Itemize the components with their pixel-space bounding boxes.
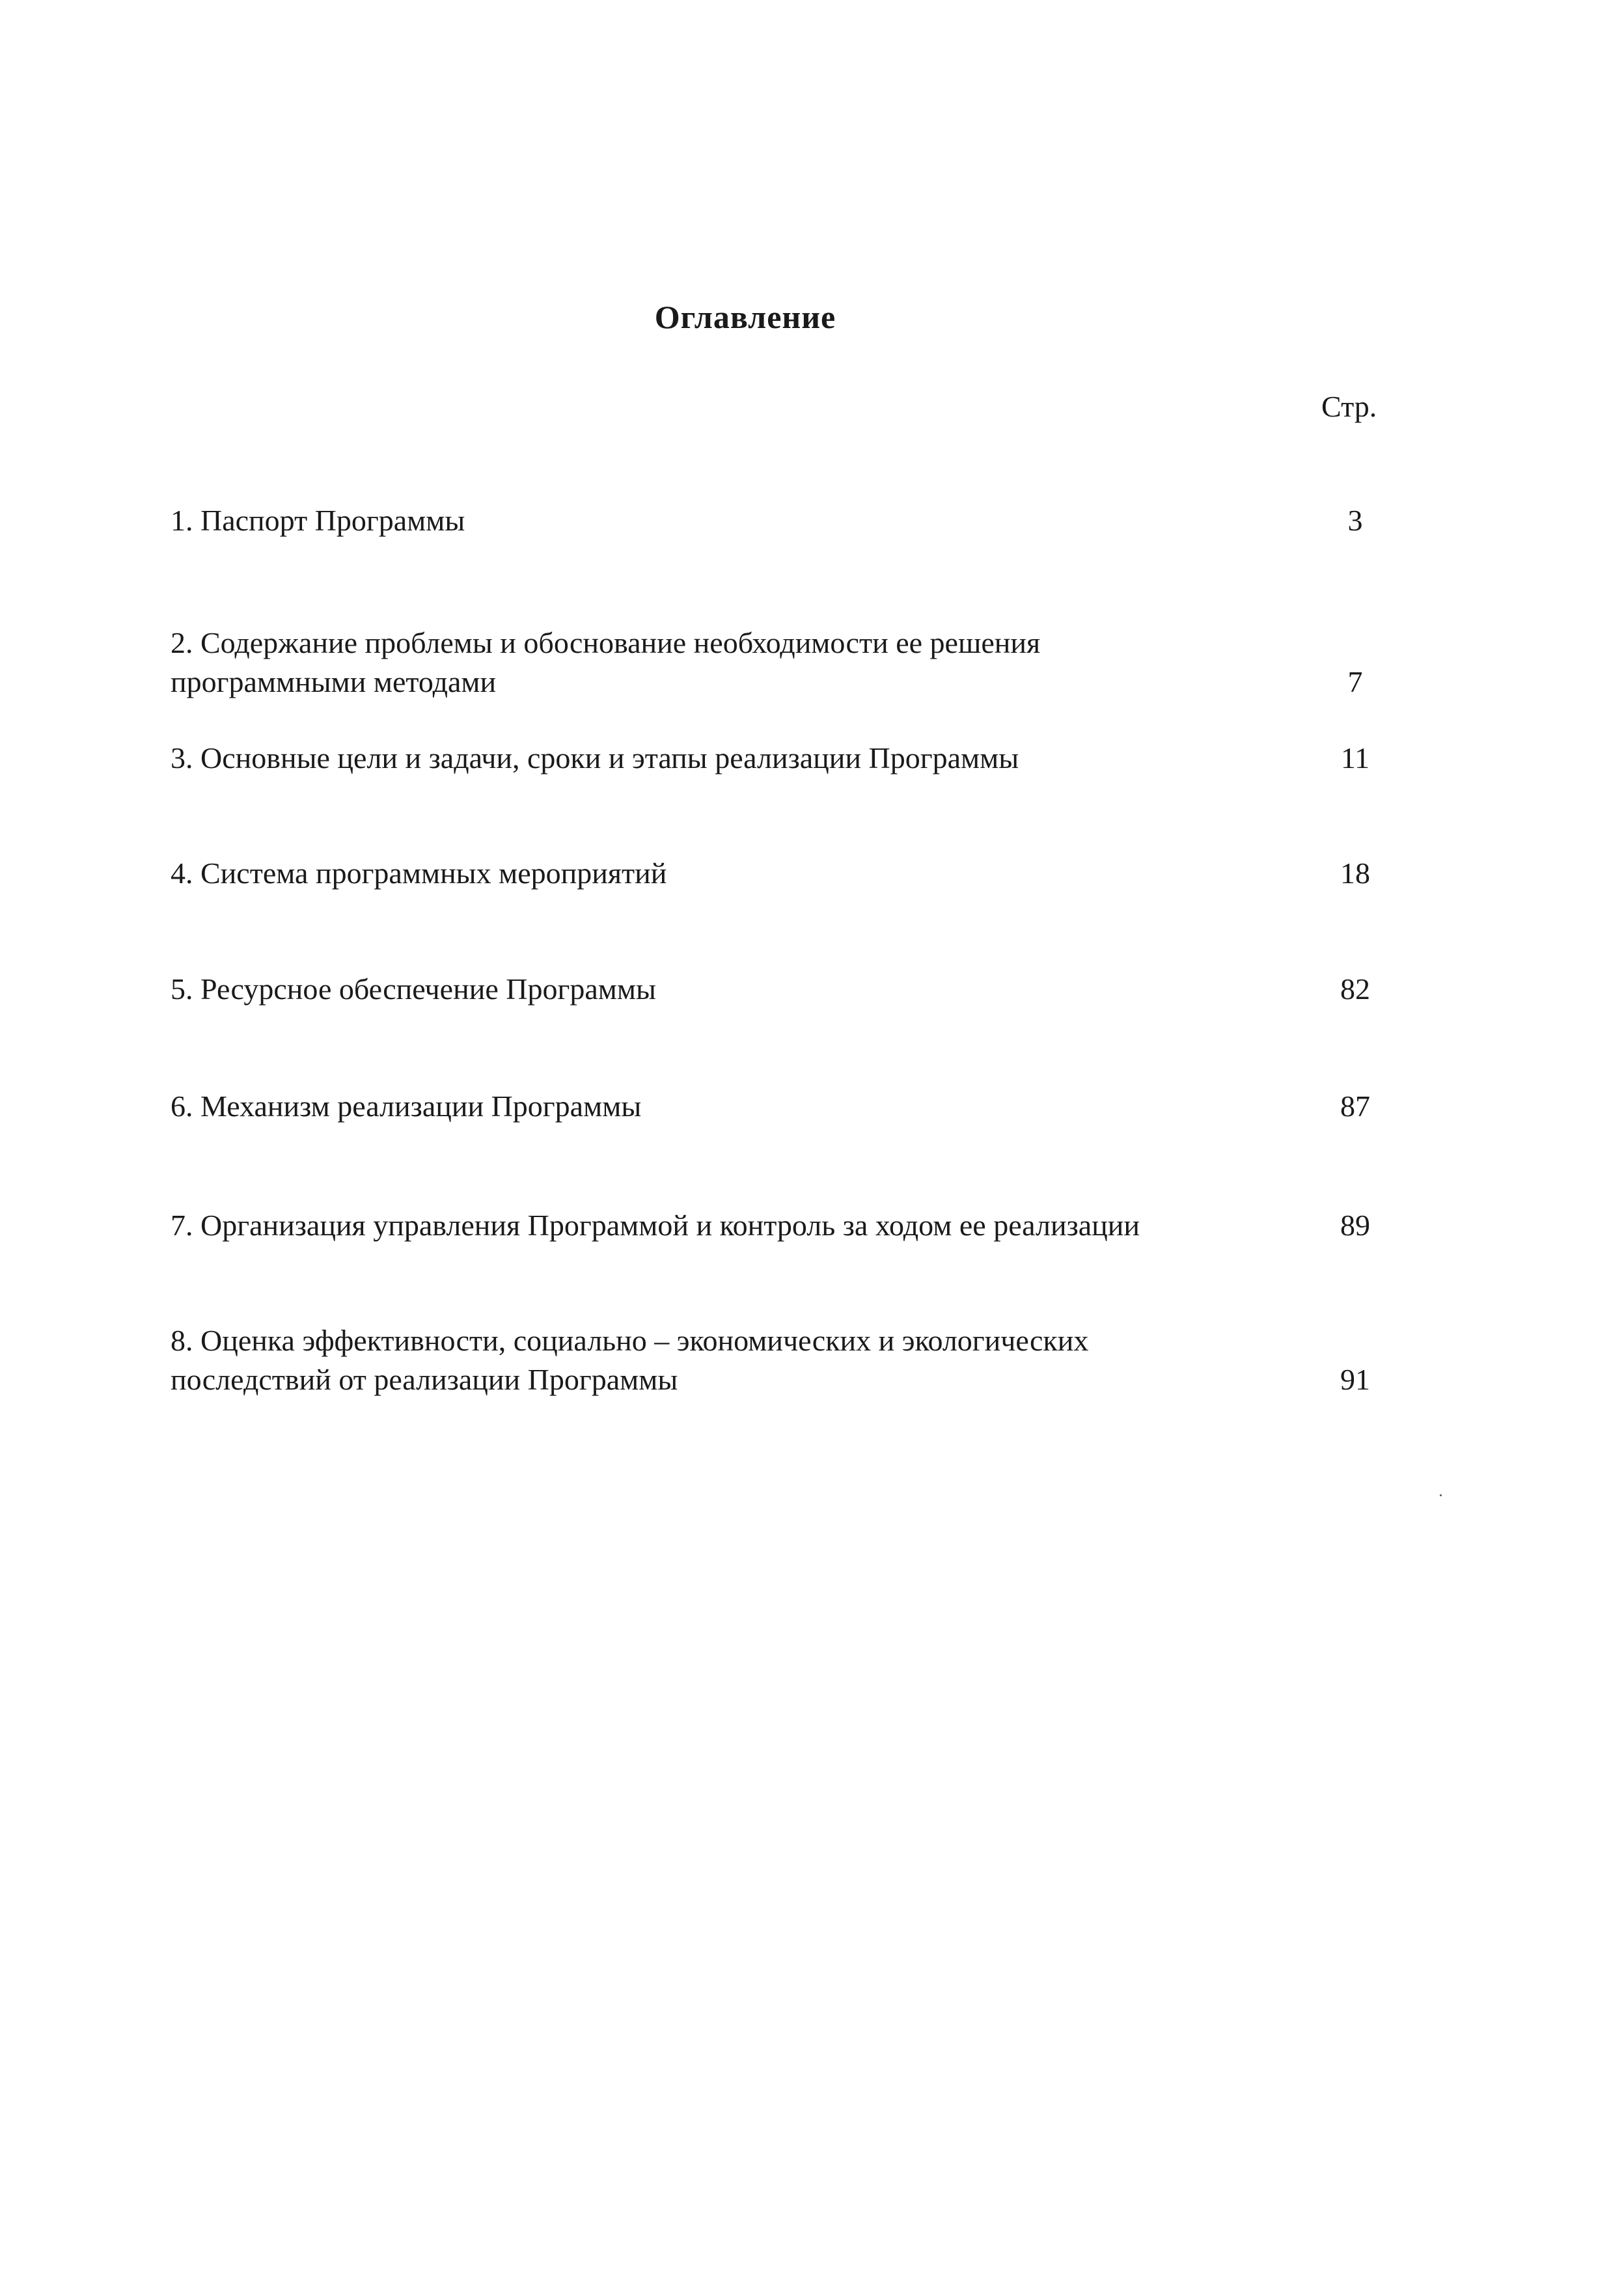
toc-entry-page: 7: [1347, 665, 1363, 698]
toc-entry-page: 87: [1340, 1090, 1370, 1123]
toc-entry-1: [171, 501, 1440, 540]
toc-entry-label: 8. Оценка эффективности, социально – экономических и экологических последствий от реализации Программы: [171, 1324, 1089, 1396]
toc-entry-page: 89: [1340, 1209, 1370, 1242]
toc-entry-label: 7. Организация управления Программой и контроль за ходом ее реализации: [171, 1209, 1140, 1242]
page-column-header: Стр.: [1321, 390, 1377, 423]
toc-entry-label: 2. Содержание проблемы и обоснование необходимости ее решения программными методами: [171, 626, 1041, 698]
toc-title: Оглавление: [654, 299, 836, 335]
toc-entry-page: 18: [1340, 857, 1370, 890]
toc-entry-5: [171, 970, 1440, 1009]
toc-entry-8: [171, 1321, 1440, 1399]
toc-entry-label: 1. Паспорт Программы: [171, 504, 465, 537]
toc-entry-label: 5. Ресурсное обеспечение Программы: [171, 972, 656, 1006]
toc-entry-2: [171, 624, 1440, 702]
toc-entry-4: [171, 854, 1440, 893]
scan-speck: [1440, 1494, 1442, 1496]
toc-entry-6: [171, 1087, 1440, 1126]
toc-entry-page: 82: [1340, 972, 1370, 1006]
toc-entry-7: [171, 1206, 1440, 1245]
toc-entry-label: 3. Основные цели и задачи, сроки и этапы реализации Программы: [171, 741, 1019, 774]
toc-entry-page: 3: [1347, 504, 1363, 537]
toc-entry-page: 91: [1340, 1363, 1370, 1396]
toc-entry-page: 11: [1340, 741, 1370, 774]
toc-entry-label: 4. Система программных мероприятий: [171, 857, 667, 890]
toc-entry-label: 6. Механизм реализации Программы: [171, 1090, 642, 1123]
toc-entry-3: [171, 739, 1440, 778]
